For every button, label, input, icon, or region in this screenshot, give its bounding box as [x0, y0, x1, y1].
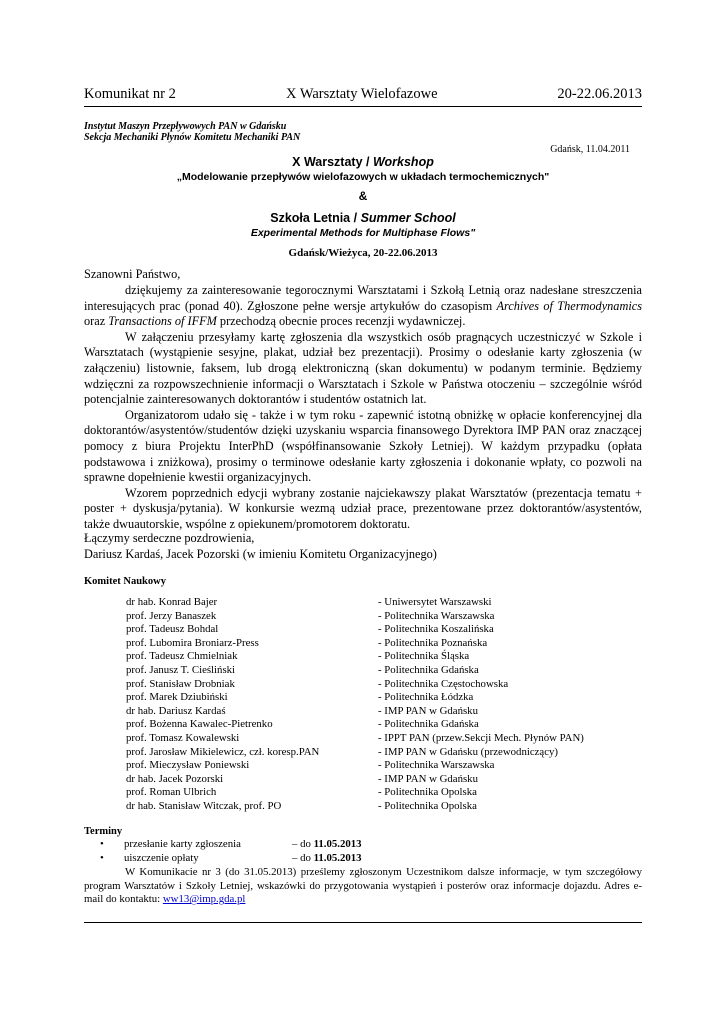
committee-member-row	[126, 732, 626, 746]
summer-school-title	[84, 211, 642, 225]
committee-member-affiliation: - Politechnika Koszalińska	[378, 623, 494, 636]
committee-member-row	[126, 596, 626, 610]
contact-email-link[interactable]: ww13@imp.gda.pl	[162, 893, 246, 906]
committee-member-row	[126, 800, 626, 814]
p1-journal-1: Archives of Thermodynamics	[496, 298, 642, 313]
school-title-en: Summer School	[360, 211, 456, 225]
committee-member-name: dr hab. Konrad Bajer	[126, 596, 218, 608]
committee-member-affiliation: - Politechnika Gdańska	[378, 663, 479, 676]
deadline-label: uiszczenie opłaty	[124, 851, 199, 864]
committee-member-affiliation: - Politechnika Opolska	[378, 786, 477, 799]
committee-member-row	[126, 691, 626, 705]
committee-member-name: prof. Tomasz Kowalewski	[126, 731, 240, 744]
document-header	[84, 86, 642, 107]
paragraph-4: Wzorem poprzednich edycji wybrany zostanie najciekawszy plakat Warsztatów (prezentacja tematu + poster + dyskusja/pytania). W konkursie wezmą udział prace, prezentowane przez doktorantów/asystentów, także dwuautorskie, wspólne z opiekunem/promotorem doktoratu.	[84, 485, 642, 531]
bullet-icon: •	[100, 851, 104, 864]
deadline-prefix: – do	[292, 851, 314, 864]
letter-greeting	[84, 267, 642, 283]
committee-member-affiliation: - Politechnika Łódzka	[378, 691, 474, 704]
committee-member-affiliation: - Uniwersytet Warszawski	[378, 596, 492, 608]
deadlines-title: Terminy	[84, 826, 123, 837]
p1-text-c: przechodzą obecnie proces recenzji wydawniczej.	[216, 314, 466, 329]
workshop-title-en: Workshop	[372, 155, 434, 169]
committee-list	[126, 596, 626, 814]
committee-member-row	[126, 637, 626, 651]
committee-member-affiliation: - IMP PAN w Gdańsku	[378, 772, 478, 785]
committee-member-name: prof. Marek Dziubiński	[126, 691, 228, 704]
p1-journal-2: Transactions of IFFM	[108, 314, 217, 329]
deadline-label: przesłanie karty zgłoszenia	[124, 838, 241, 850]
committee-member-row	[126, 610, 626, 624]
committee-member-name: dr hab. Stanisław Witczak, prof. PO	[126, 799, 282, 812]
bullet-icon: •	[100, 838, 104, 850]
committee-member-row	[126, 650, 626, 664]
committee-member-affiliation: - Politechnika Warszawska	[378, 609, 495, 622]
committee-member-affiliation: - Politechnika Warszawska	[378, 759, 495, 772]
paragraph-2: W załączeniu przesyłamy kartę zgłoszenia dla wszystkich osób pragnących uczestniczyć w Szkole i Warsztatach (wystąpienie sesyjne, plakat, udział bez prezentacji). Prosimy o odesłanie karty zgłoszenia (w załączeniu) listownie, faksem, lub drogą elektroniczną (skan dokumentu) w podanym terminie. Będziemy wdzięczni za rozpowszechnienie informacji o Warsztatach i Szkole w Państwa otoczeniu – szczególnie wśród potencjalnie zainteresowanych doktorantów i studentów ostatnich lat.	[84, 329, 642, 407]
committee-member-affiliation: - IMP PAN w Gdańsku	[378, 704, 478, 717]
letter-date: Gdańsk, 11.04.2011	[550, 144, 630, 155]
committee-member-affiliation: - Politechnika Śląska	[378, 650, 470, 663]
committee-member-name: prof. Jerzy Banaszek	[126, 609, 217, 622]
committee-member-row	[126, 746, 626, 760]
greeting-text: Szanowni Państwo,	[84, 267, 181, 281]
committee-member-row	[126, 678, 626, 692]
committee-member-name: prof. Tadeusz Bohdal	[126, 623, 219, 636]
committee-member-name: prof. Janusz T. Cieśliński	[126, 663, 236, 676]
letter-closing	[84, 530, 437, 562]
final-paragraph	[84, 866, 642, 907]
section-name: Sekcja Mechaniki Płynów Komitetu Mechaniki PAN	[84, 132, 301, 143]
committee-member-row	[126, 786, 626, 800]
committee-member-name: prof. Jarosław Mikielewicz, czł. koresp.PAN	[126, 745, 320, 758]
committee-member-name: dr hab. Dariusz Kardaś	[126, 704, 226, 717]
committee-title: Komitet Naukowy	[84, 576, 166, 587]
committee-member-row	[126, 623, 626, 637]
summer-school-subtitle: Experimental Methods for Multiphase Flows"	[250, 227, 476, 239]
committee-member-affiliation: - IMP PAN w Gdańsku (przewodniczący)	[378, 745, 559, 758]
deadline-item	[100, 838, 362, 852]
committee-member-row	[126, 773, 626, 787]
committee-member-row	[126, 759, 626, 773]
workshop-title-pl: X Warsztaty /	[292, 155, 373, 169]
committee-member-name: dr hab. Jacek Pozorski	[126, 772, 224, 785]
committee-member-row	[126, 718, 626, 732]
deadline-item	[100, 852, 362, 866]
deadline-date: 11.05.2013	[313, 851, 362, 864]
committee-member-name: prof. Lubomira Broniarz-Press	[126, 636, 259, 649]
committee-member-affiliation: - Politechnika Częstochowska	[378, 677, 509, 690]
committee-member-name: prof. Roman Ulbrich	[126, 786, 217, 799]
committee-member-name: prof. Bożenna Kawalec-Pietrenko	[126, 718, 273, 731]
workshop-subtitle: „Modelowanie przepływów wielofazowych w układach termochemicznych"	[176, 171, 550, 183]
committee-member-name: prof. Stanisław Drobniak	[126, 677, 235, 690]
header-communique-number: Komunikat nr 2	[84, 86, 176, 102]
committee-member-name: prof. Tadeusz Chmielniak	[126, 650, 238, 663]
footer-divider	[84, 922, 642, 923]
committee-member-row	[126, 705, 626, 719]
title-ampersand: &	[358, 189, 368, 203]
final-info	[84, 866, 642, 907]
deadline-prefix: – do	[292, 838, 314, 850]
deadlines-list	[100, 838, 362, 865]
committee-member-affiliation: - IPPT PAN (przew.Sekcji Mech. Płynów PAN)	[378, 731, 584, 744]
institution-name: Instytut Maszyn Przepływowych PAN w Gdańsku	[84, 121, 287, 132]
closing-signature: Dariusz Kardaś, Jacek Pozorski (w imieniu Komitetu Organizacyjnego)	[84, 547, 437, 561]
deadline-date: 11.05.2013	[313, 838, 362, 850]
committee-member-name: prof. Mieczysław Poniewski	[126, 759, 250, 772]
header-event-name: X Warsztaty Wielofazowe	[286, 86, 438, 102]
event-place-date: Gdańsk/Wieżyca, 20-22.06.2013	[288, 247, 438, 259]
letter-body	[84, 283, 642, 533]
header-event-dates: 20-22.06.2013	[557, 86, 642, 102]
committee-member-affiliation: - Politechnika Gdańska	[378, 718, 479, 731]
p1-text-b: oraz	[84, 314, 109, 329]
workshop-title	[84, 155, 642, 169]
p1-text-a: dziękujemy za zainteresowanie tegorocznymi Warsztatami i Szkołą Letnią oraz nadesłane streszczenia interesujących prac (ponad 40). Zgłoszone pełne wersje artykułów do czasopism	[84, 283, 642, 313]
final-text: W Komunikacie nr 3 (do 31.05.2013) prześlemy zgłoszonym Uczestnikom dalsze informacje, w tym szczegółowy program Warsztatów i Szkoły Letniej, wskazówki do przygotowania wystąpień i posterów oraz informacje dojazdu. Adres e-mail do kontaktu:	[84, 866, 642, 906]
committee-member-affiliation: - Politechnika Poznańska	[378, 636, 488, 649]
paragraph-3: Organizatorom udało się - także i w tym roku - zapewnić istotną obniżkę w opłacie konferencyjnej dla doktorantów/asystentów/studentów dzięki uzyskaniu wsparcia finansowego Dyrektora IMP PAN oraz znaczącej pomocy z biura Projektu InterPhD (współfinansowanie Szkoły Letniej). W każdym przypadku (opłata podstawowa i zniżkowa), prosimy o terminowe odesłanie karty zgłoszenia i dokonanie wpłaty, co pozwoli na sprawne dopełnienie kwestii organizacyjnych.	[84, 407, 642, 485]
paragraph-1	[84, 283, 642, 330]
school-title-pl: Szkoła Letnia /	[270, 211, 361, 225]
committee-member-row	[126, 664, 626, 678]
closing-regards: Łączymy serdeczne pozdrowienia,	[84, 531, 255, 545]
committee-member-affiliation: - Politechnika Opolska	[378, 799, 477, 812]
